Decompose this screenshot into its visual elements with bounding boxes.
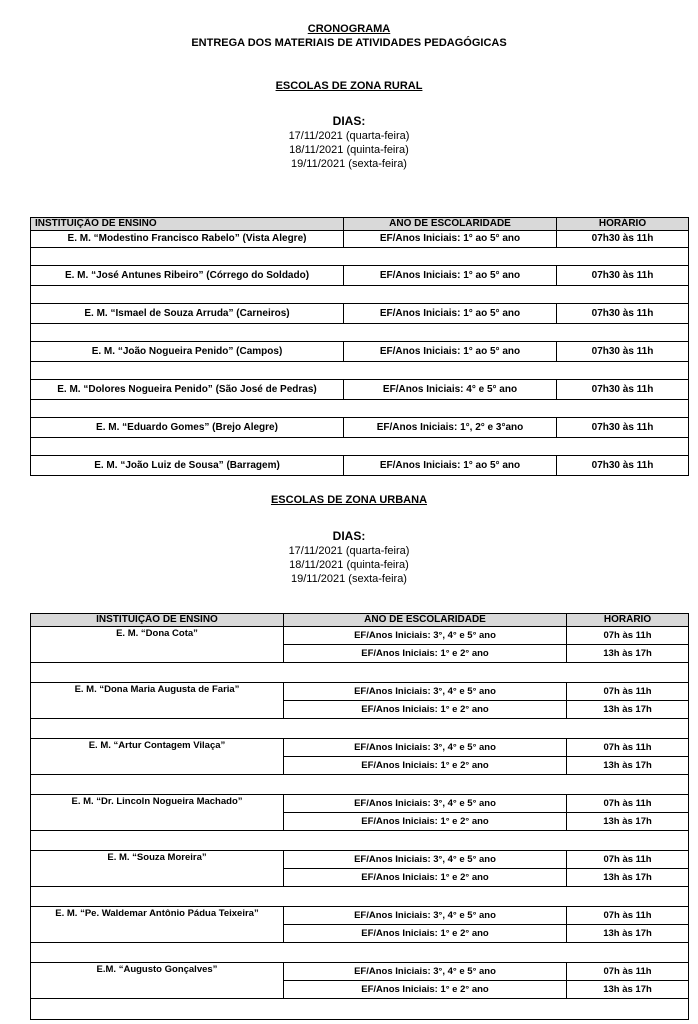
rural-col-institution: INSTITUIÇÃO DE ENSINO xyxy=(31,218,344,231)
institution-cell: E. M. “João Nogueira Penido” (Campos) xyxy=(31,342,344,362)
table-row xyxy=(31,851,689,869)
grade-cell: EF/Anos Iniciais: 3°, 4° e 5° ano xyxy=(284,907,567,925)
rural-days xyxy=(0,114,698,171)
grade-cell: EF/Anos Iniciais: 1° ao 5° ano xyxy=(344,266,557,286)
time-cell: 07h30 às 11h xyxy=(557,456,689,476)
table-row xyxy=(31,380,689,400)
table-row xyxy=(31,304,689,324)
institution-cell: E. M. “Eduardo Gomes” (Brejo Alegre) xyxy=(31,418,344,438)
institution-cell: E. M. “Dona Maria Augusta de Faria” xyxy=(31,683,284,719)
grade-cell: EF/Anos Iniciais: 3°, 4° e 5° ano xyxy=(284,795,567,813)
grade-cell: EF/Anos Iniciais: 1° e 2° ano xyxy=(284,813,567,831)
rural-section xyxy=(0,79,698,93)
table-row xyxy=(31,907,689,925)
grade-cell: EF/Anos Iniciais: 1° e 2° ano xyxy=(284,645,567,663)
grade-cell: EF/Anos Iniciais: 1° ao 5° ano xyxy=(344,456,557,476)
table-row xyxy=(31,683,689,701)
time-cell: 13h às 17h xyxy=(567,757,689,775)
time-cell: 07h às 11h xyxy=(567,739,689,757)
time-cell: 13h às 17h xyxy=(567,869,689,887)
table-spacer-row xyxy=(31,248,689,266)
spacer-cell xyxy=(31,831,689,851)
urban-days-label: DIAS: xyxy=(332,529,366,543)
table-spacer-row xyxy=(31,831,689,851)
urban-col-institution: INSTITUIÇÃO DE ENSINO xyxy=(31,614,284,627)
time-cell: 13h às 17h xyxy=(567,925,689,943)
spacer-cell xyxy=(31,887,689,907)
grade-cell: EF/Anos Iniciais: 1° ao 5° ano xyxy=(344,231,557,248)
institution-cell: E. M. “Ismael de Souza Arruda” (Carneiros) xyxy=(31,304,344,324)
time-cell: 13h às 17h xyxy=(567,701,689,719)
table-row xyxy=(31,342,689,362)
table-spacer-row xyxy=(31,362,689,380)
urban-day-3: 19/11/2021 (sexta-feira) xyxy=(291,573,407,585)
grade-cell: EF/Anos Iniciais: 1° e 2° ano xyxy=(284,925,567,943)
time-cell: 13h às 17h xyxy=(567,645,689,663)
rural-heading: ESCOLAS DE ZONA RURAL xyxy=(275,80,423,92)
institution-cell: E. M. “Dolores Nogueira Penido” (São José de Pedras) xyxy=(31,380,344,400)
table-spacer-row xyxy=(31,400,689,418)
urban-heading: ESCOLAS DE ZONA URBANA xyxy=(270,494,428,506)
table-row xyxy=(31,739,689,757)
spacer-cell xyxy=(31,999,689,1020)
urban-table-body xyxy=(31,627,689,1020)
institution-cell: E. M. “Souza Moreira” xyxy=(31,851,284,887)
rural-col-time: HORÁRIO xyxy=(557,218,689,231)
table-spacer-row xyxy=(31,663,689,683)
rural-schedule-table xyxy=(30,217,689,476)
time-cell: 13h às 17h xyxy=(567,813,689,831)
institution-cell: E. M. “Artur Contagem Vilaça” xyxy=(31,739,284,775)
grade-cell: EF/Anos Iniciais: 3°, 4° e 5° ano xyxy=(284,739,567,757)
institution-cell: E. M. “Modestino Francisco Rabelo” (Vista Alegre) xyxy=(31,231,344,248)
time-cell: 07h às 11h xyxy=(567,963,689,981)
grade-cell: EF/Anos Iniciais: 4° e 5° ano xyxy=(344,380,557,400)
table-row xyxy=(31,963,689,981)
urban-days xyxy=(0,529,698,586)
grade-cell: EF/Anos Iniciais: 3°, 4° e 5° ano xyxy=(284,851,567,869)
institution-cell: E. M. “Pe. Waldemar Antônio Pádua Teixeira” xyxy=(31,907,284,943)
spacer-cell xyxy=(31,248,689,266)
table-row xyxy=(31,627,689,645)
table-spacer-row xyxy=(31,719,689,739)
rural-days-label: DIAS: xyxy=(332,114,366,128)
rural-day-2: 18/11/2021 (quinta-feira) xyxy=(289,144,409,156)
grade-cell: EF/Anos Iniciais: 3°, 4° e 5° ano xyxy=(284,683,567,701)
table-row xyxy=(31,795,689,813)
grade-cell: EF/Anos Iniciais: 1°, 2° e 3°ano xyxy=(344,418,557,438)
urban-schedule-table xyxy=(30,613,689,1020)
table-spacer-row xyxy=(31,324,689,342)
time-cell: 07h às 11h xyxy=(567,627,689,645)
table-row xyxy=(31,456,689,476)
grade-cell: EF/Anos Iniciais: 1° e 2° ano xyxy=(284,757,567,775)
spacer-cell xyxy=(31,400,689,418)
spacer-cell xyxy=(31,362,689,380)
rural-day-3: 19/11/2021 (sexta-feira) xyxy=(291,158,407,170)
document-header xyxy=(0,22,698,50)
table-spacer-row xyxy=(31,943,689,963)
table-row xyxy=(31,266,689,286)
institution-cell: E. M. “João Luiz de Sousa” (Barragem) xyxy=(31,456,344,476)
time-cell: 13h às 17h xyxy=(567,981,689,999)
rural-table-header xyxy=(31,218,689,231)
grade-cell: EF/Anos Iniciais: 1° e 2° ano xyxy=(284,701,567,719)
institution-cell: E. M. “José Antunes Ribeiro” (Córrego do Soldado) xyxy=(31,266,344,286)
urban-section xyxy=(0,493,698,507)
rural-col-grade: ANO DE ESCOLARIDADE xyxy=(344,218,557,231)
institution-cell: E. M. “Dona Cota” xyxy=(31,627,284,663)
spacer-cell xyxy=(31,438,689,456)
spacer-cell xyxy=(31,719,689,739)
document-title: CRONOGRAMA xyxy=(307,23,391,35)
spacer-cell xyxy=(31,943,689,963)
table-spacer-row xyxy=(31,438,689,456)
urban-col-grade: ANO DE ESCOLARIDADE xyxy=(284,614,567,627)
time-cell: 07h às 11h xyxy=(567,683,689,701)
grade-cell: EF/Anos Iniciais: 1° e 2° ano xyxy=(284,981,567,999)
urban-day-1: 17/11/2021 (quarta-feira) xyxy=(288,545,410,557)
time-cell: 07h às 11h xyxy=(567,795,689,813)
table-spacer-row xyxy=(31,286,689,304)
spacer-cell xyxy=(31,286,689,304)
spacer-cell xyxy=(31,324,689,342)
urban-day-2: 18/11/2021 (quinta-feira) xyxy=(289,559,409,571)
table-spacer-row xyxy=(31,887,689,907)
time-cell: 07h30 às 11h xyxy=(557,342,689,362)
spacer-cell xyxy=(31,663,689,683)
table-row xyxy=(31,418,689,438)
grade-cell: EF/Anos Iniciais: 3°, 4° e 5° ano xyxy=(284,627,567,645)
time-cell: 07h30 às 11h xyxy=(557,380,689,400)
grade-cell: EF/Anos Iniciais: 1° ao 5° ano xyxy=(344,342,557,362)
urban-col-time: HORÁRIO xyxy=(567,614,689,627)
time-cell: 07h30 às 11h xyxy=(557,304,689,324)
grade-cell: EF/Anos Iniciais: 1° ao 5° ano xyxy=(344,304,557,324)
spacer-cell xyxy=(31,775,689,795)
time-cell: 07h30 às 11h xyxy=(557,418,689,438)
urban-table-header xyxy=(31,614,689,627)
institution-cell: E. M. “Dr. Lincoln Nogueira Machado” xyxy=(31,795,284,831)
table-spacer-row xyxy=(31,999,689,1020)
table-row xyxy=(31,231,689,248)
rural-day-1: 17/11/2021 (quarta-feira) xyxy=(288,130,410,142)
time-cell: 07h30 às 11h xyxy=(557,231,689,248)
table-spacer-row xyxy=(31,775,689,795)
document-subtitle: ENTREGA DOS MATERIAIS DE ATIVIDADES PEDAGÓGICAS xyxy=(191,37,507,49)
grade-cell: EF/Anos Iniciais: 3°, 4° e 5° ano xyxy=(284,963,567,981)
time-cell: 07h30 às 11h xyxy=(557,266,689,286)
rural-table-body xyxy=(31,231,689,476)
time-cell: 07h às 11h xyxy=(567,851,689,869)
grade-cell: EF/Anos Iniciais: 1° e 2° ano xyxy=(284,869,567,887)
time-cell: 07h às 11h xyxy=(567,907,689,925)
institution-cell: E.M. “Augusto Gonçalves” xyxy=(31,963,284,999)
